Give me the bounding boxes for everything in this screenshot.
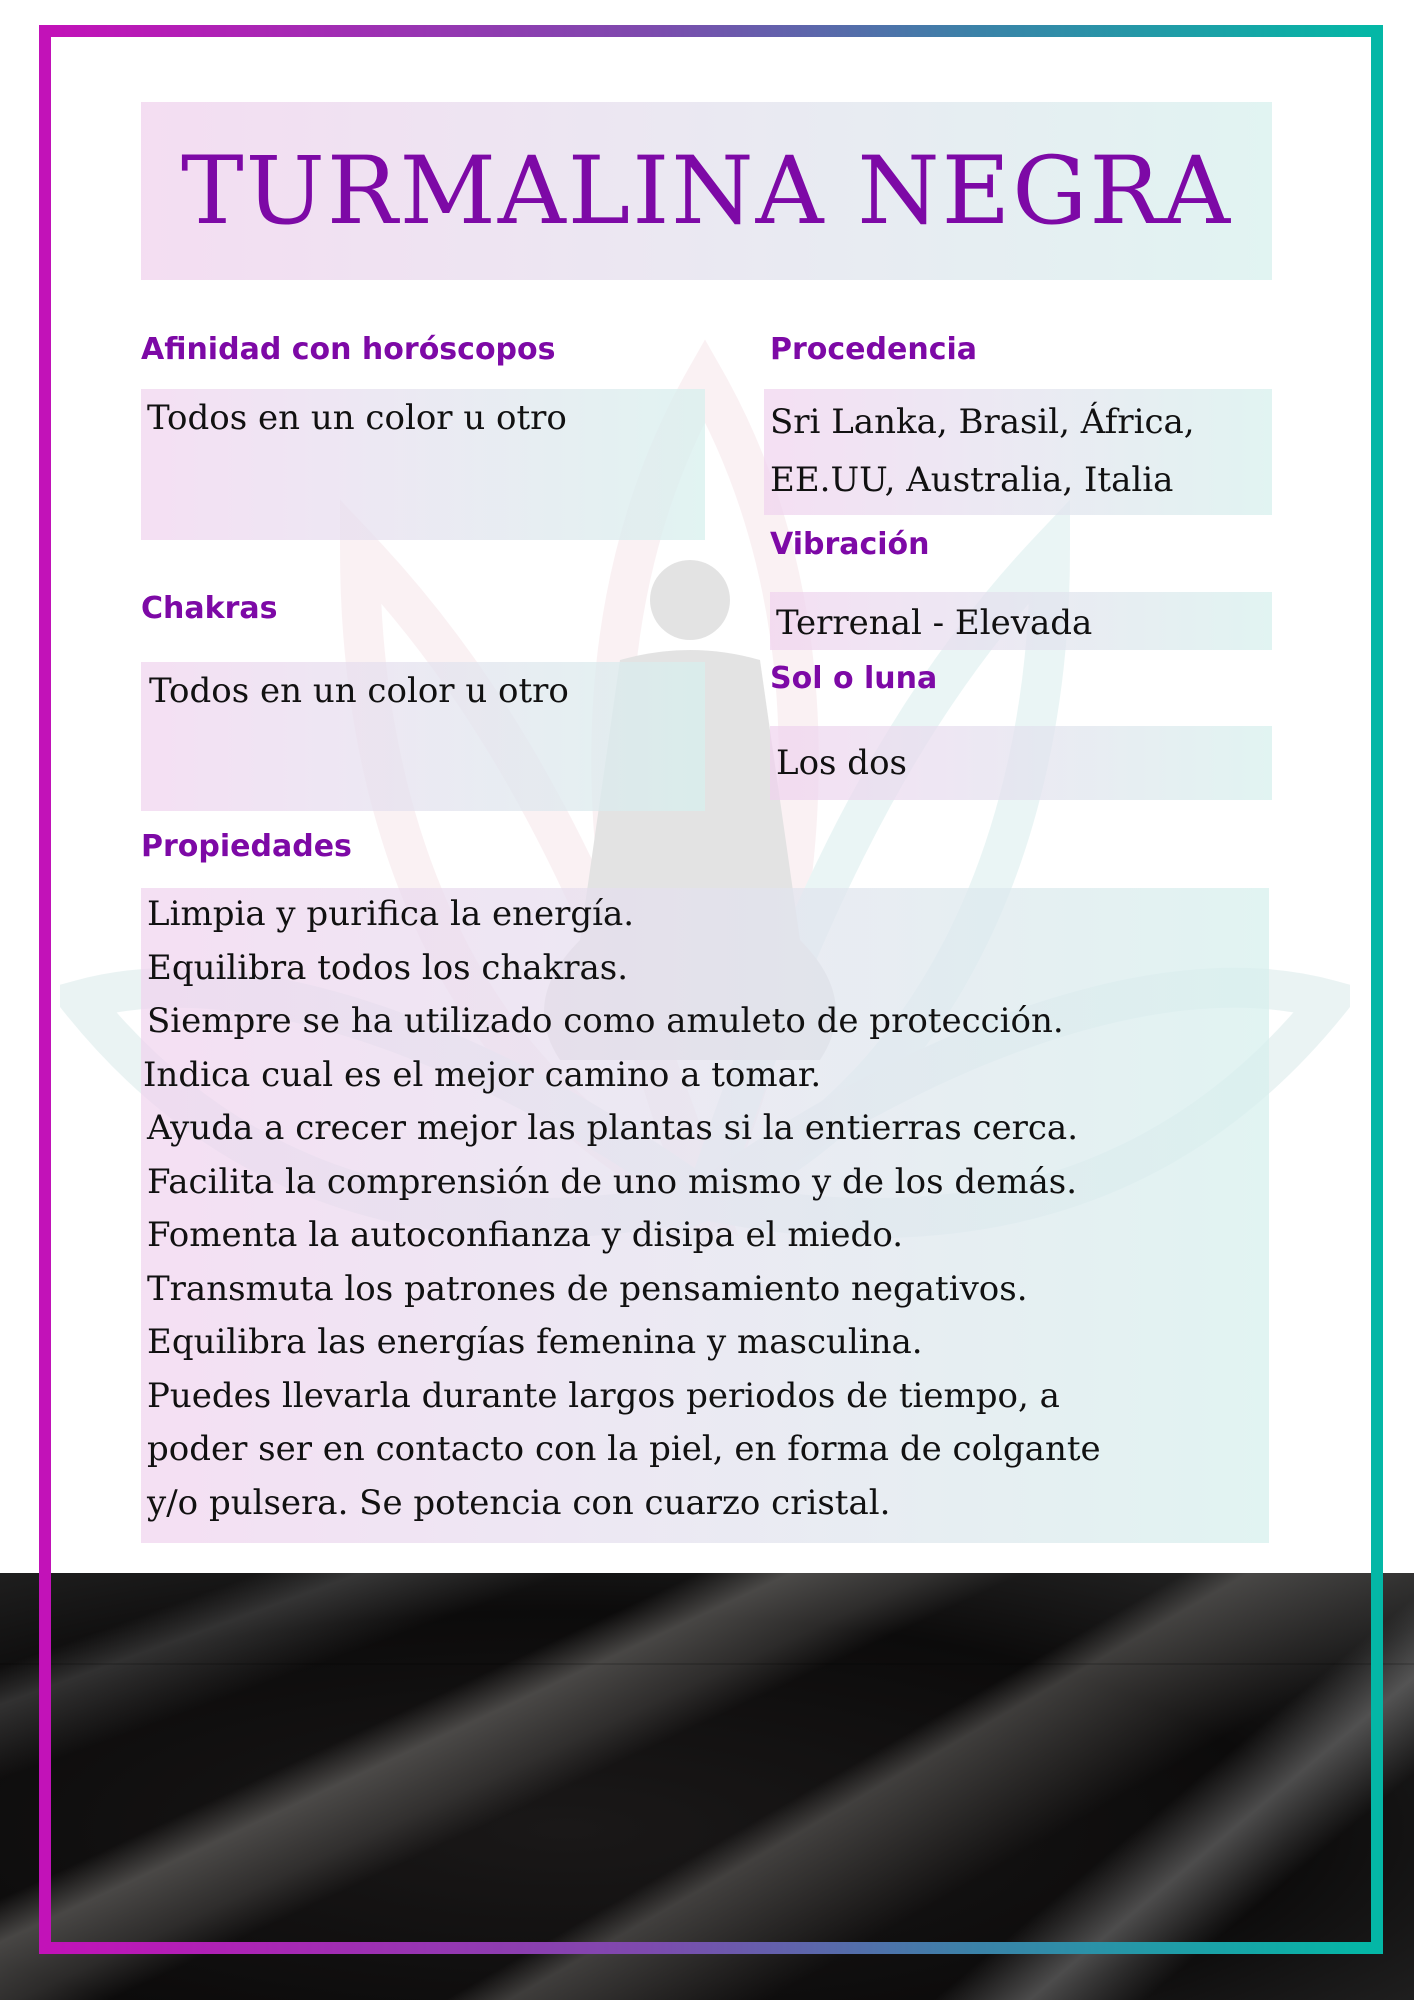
afinidad-value: Todos en un color u otro <box>147 398 567 438</box>
property-line: poder ser en contacto con la piel, en forma de colgante <box>147 1429 1101 1469</box>
chakras-box <box>141 662 705 811</box>
property-line: Puedes llevarla durante largos periodos de tiempo, a <box>147 1375 1060 1416</box>
chakras-value: Todos en un color u otro <box>149 671 569 711</box>
vibracion-value: Terrenal - Elevada <box>776 603 1093 643</box>
sol-luna-value: Los dos <box>776 743 907 783</box>
afinidad-label: Afinidad con horóscopos <box>141 332 556 367</box>
property-line: Fomenta la autoconfianza y disipa el miedo. <box>147 1215 904 1255</box>
propiedades-label: Propiedades <box>141 829 352 864</box>
property-line: Indica cual es el mejor camino a tomar. <box>143 1054 822 1095</box>
property-line: Transmuta los patrones de pensamiento negativos. <box>147 1268 1028 1309</box>
vibracion-box <box>770 592 1272 650</box>
procedencia-line: EE.UU, Australia, Italia <box>770 460 1174 500</box>
procedencia-label: Procedencia <box>770 332 978 367</box>
page-title: TURMALINA NEGRA <box>180 136 1232 246</box>
vibracion-label: Vibración <box>770 527 930 562</box>
property-line: Siempre se ha utilizado como amuleto de protección. <box>147 1001 1064 1041</box>
sol-luna-box <box>770 726 1272 800</box>
procedencia-box <box>764 389 1272 515</box>
propiedades-box <box>141 888 1269 1543</box>
chakras-label: Chakras <box>141 591 278 626</box>
property-line: Equilibra todos los chakras. <box>147 947 629 988</box>
procedencia-line: Sri Lanka, Brasil, África, <box>770 402 1195 442</box>
sol-luna-label: Sol o luna <box>770 661 938 696</box>
property-line: Equilibra las energías femenina y masculina. <box>147 1322 923 1362</box>
property-line: y/o pulsera. Se potencia con cuarzo cristal. <box>147 1482 891 1523</box>
property-line: Ayuda a crecer mejor las plantas si la entierras cerca. <box>147 1108 1078 1148</box>
title-banner <box>141 102 1272 280</box>
property-line: Limpia y purifica la energía. <box>147 894 635 934</box>
afinidad-box <box>141 389 705 540</box>
property-line: Facilita la comprensión de uno mismo y de los demás. <box>147 1161 1078 1202</box>
